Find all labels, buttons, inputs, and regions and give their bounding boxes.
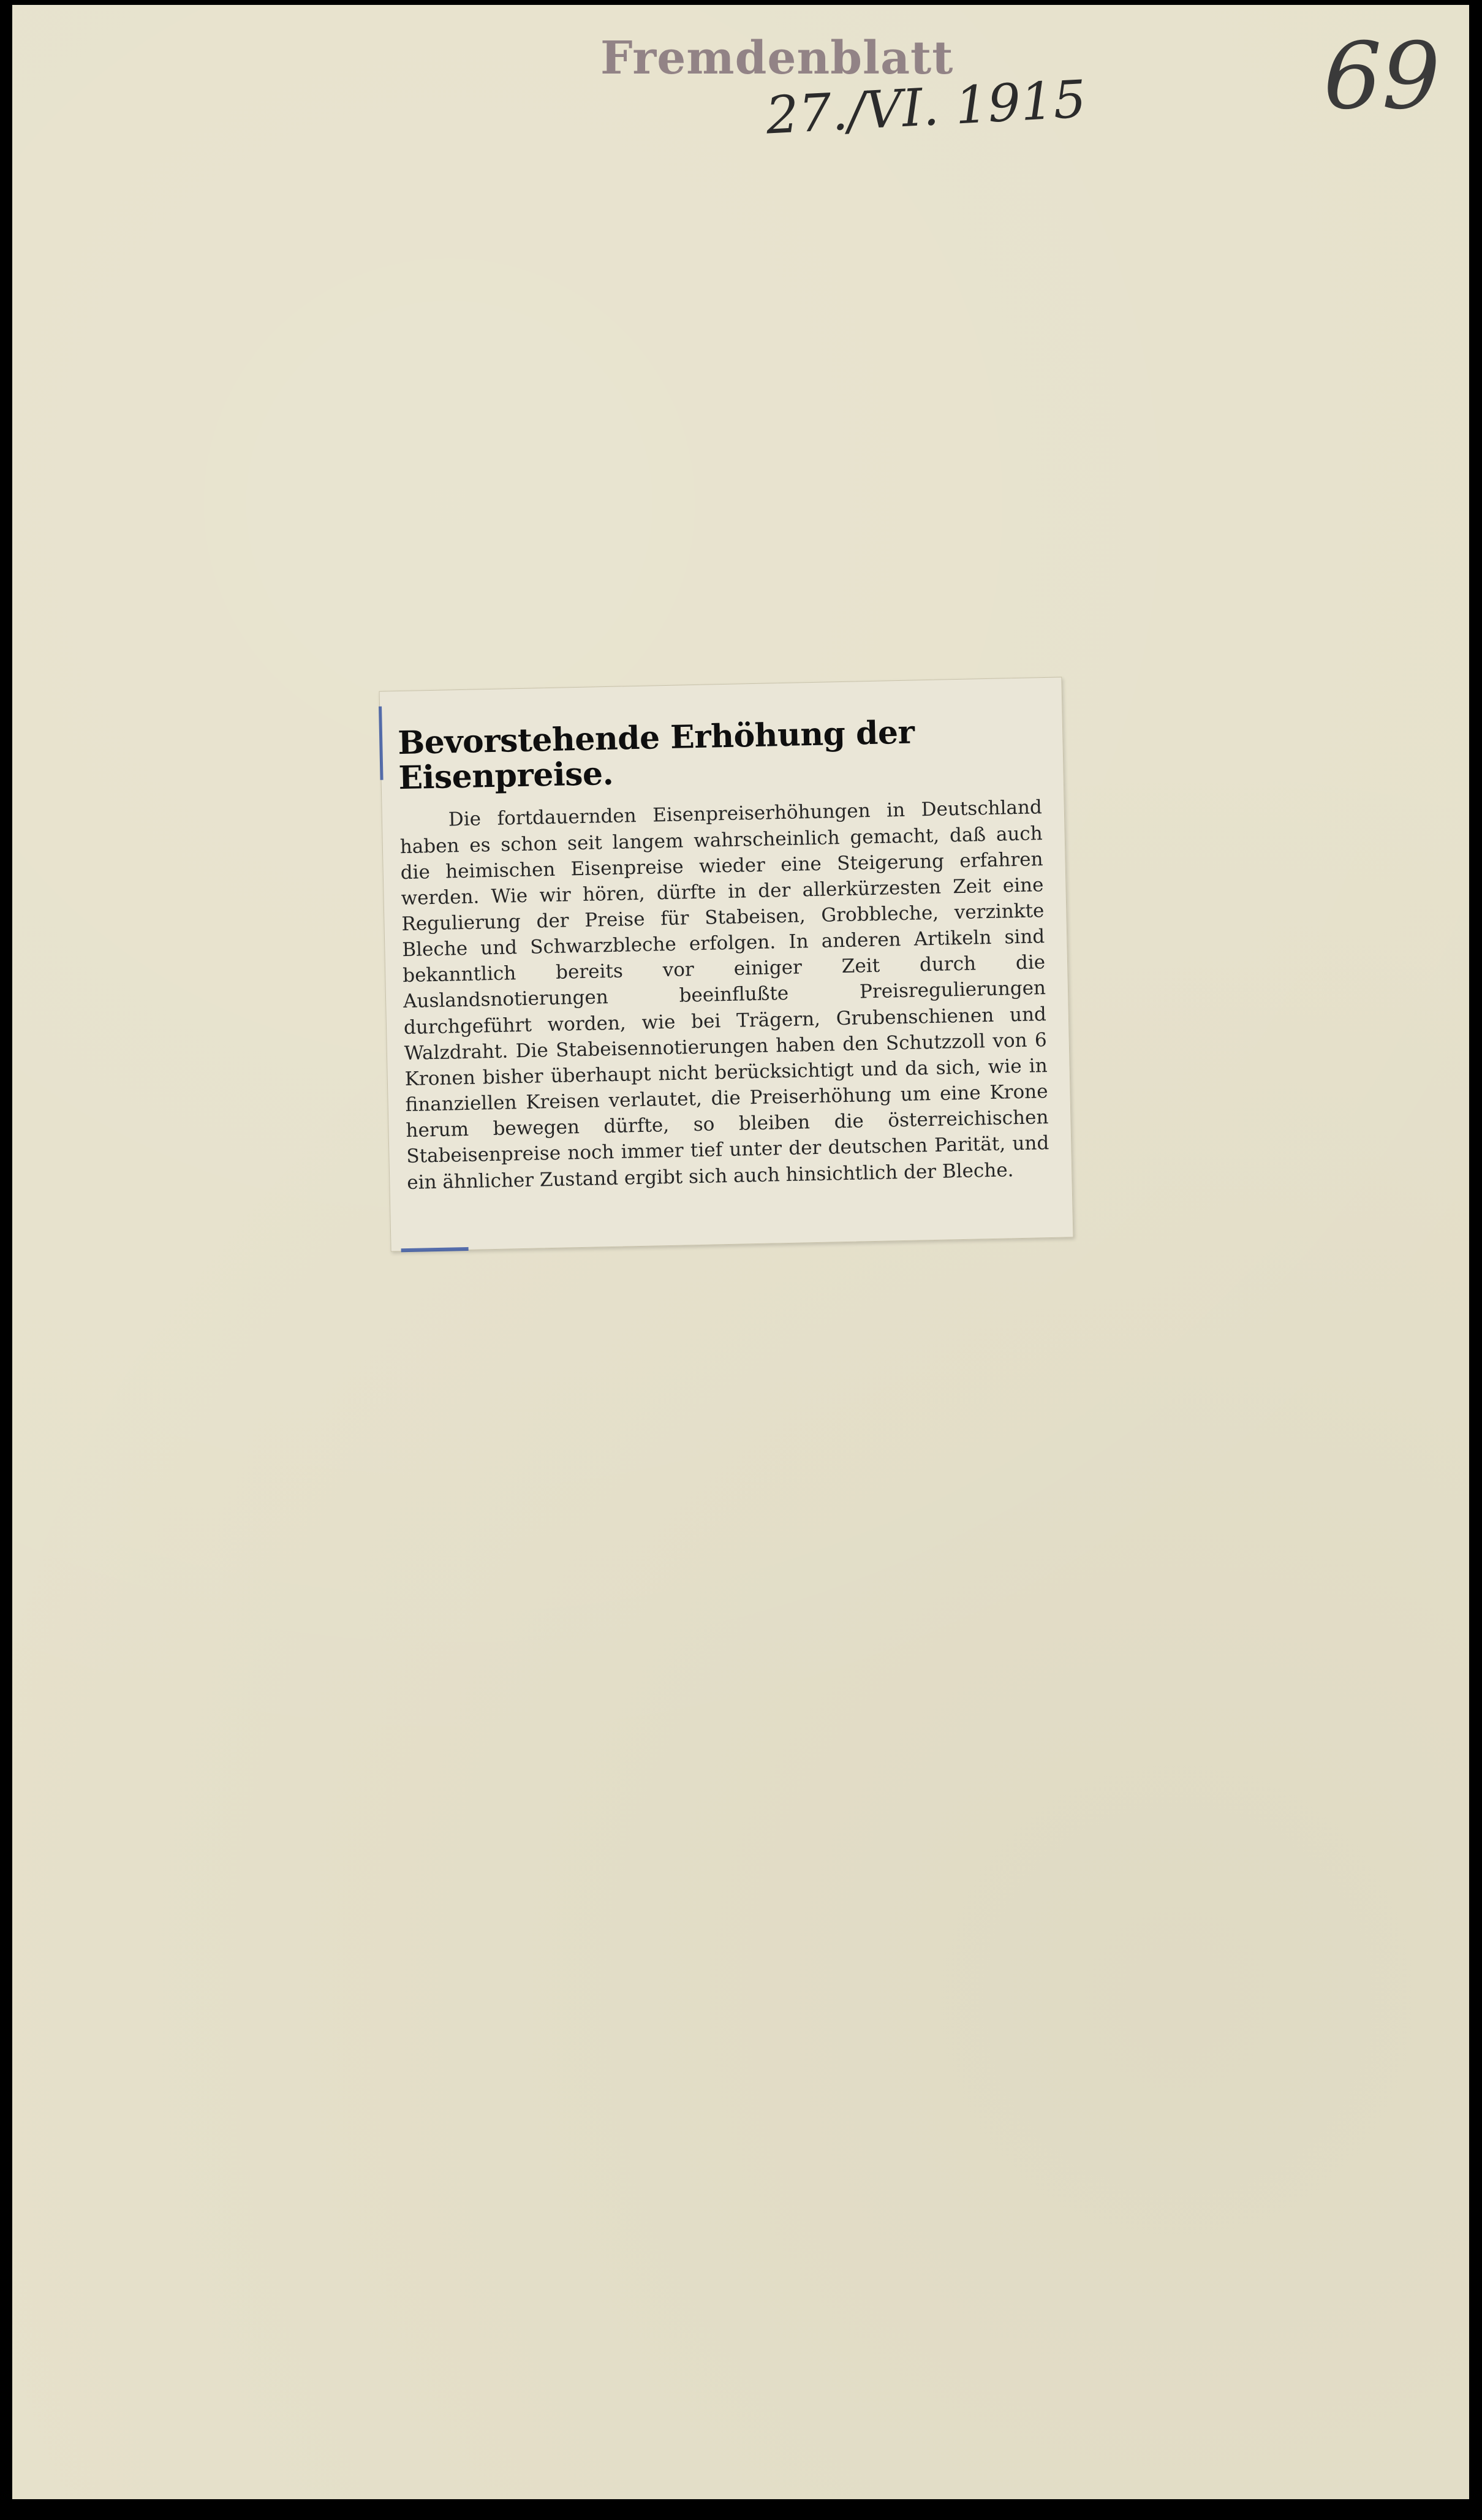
clipping-headline: Bevorstehende Erhöhung der Eisenpreise. — [397, 713, 915, 797]
newspaper-clipping — [379, 677, 1074, 1251]
handwritten-date: 27./VI. 1915 — [764, 69, 1088, 146]
archive-sheet — [12, 5, 1469, 2499]
clipping-body: Die fortdauernden Eisenpreiserhöhungen in Deutschland haben es schon seit langem wahrscheinlich gemacht, daß auch die heimischen Eisenpreise wieder eine Steigerung erfahren werden. Wie wir hören, dürfte in der allerkürzesten Zeit eine Regulierung der Preise für Stabeisen, Grobbleche, verzinkte Bleche und Schwarzbleche erfolgen. In anderen Artikeln sind bekanntlich bereits vor einiger Zeit durch die Auslandsnotierungen beeinflußte Preisregulierungen durchgeführt worden, wie bei Trägern, Grubenschienen und Walzdraht. Die Stabeisennotierungen haben den Schutzzoll von 6 Kronen bisher überhaupt nicht berücksichtigt und da sich, wie in finanziellen Kreisen verlautet, die Preiserhöhung um eine Krone herum bewegen dürfte, so bleiben die österreichischen Stabeisenpreise noch immer tief unter der deutschen Parität, und ein ähnlicher Zustand ergibt sich auch hinsichtlich der Bleche. — [399, 796, 1049, 1194]
publication-stamp: Fremdenblatt — [600, 32, 954, 85]
handwritten-page-number: 69 — [1323, 23, 1440, 130]
